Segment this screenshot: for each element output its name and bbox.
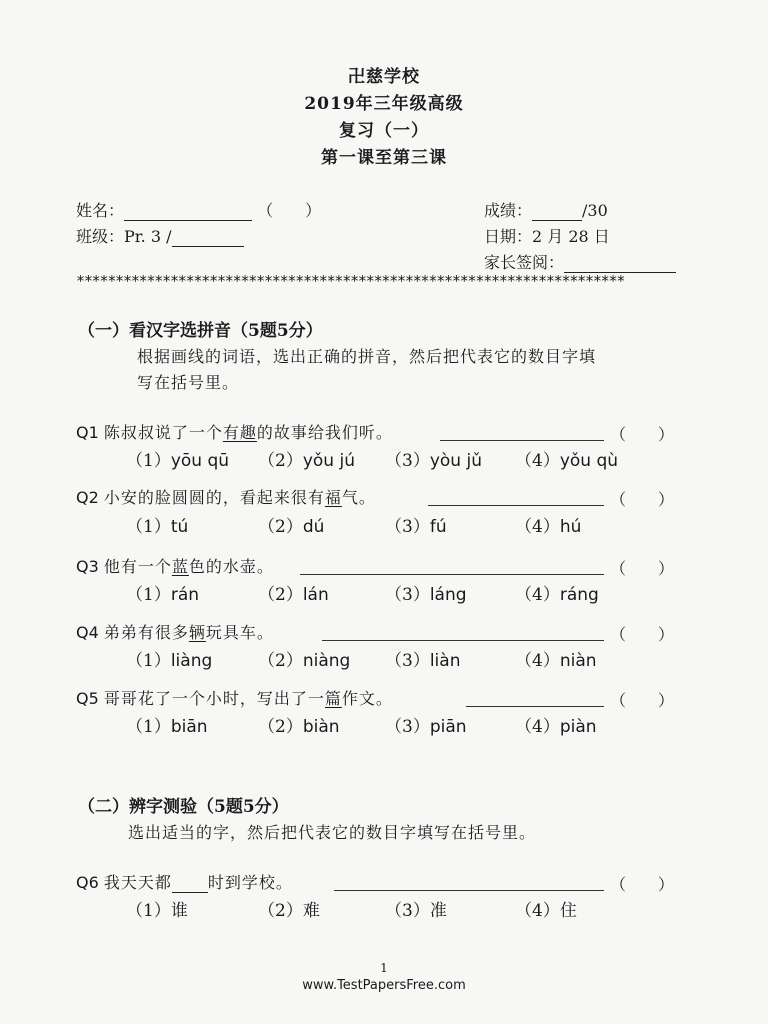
question-text: 他有一个蓝色的水壶。 xyxy=(103,557,274,576)
option-q4-3[interactable]: （3）liàn xyxy=(385,651,461,671)
score-total: /30 xyxy=(582,201,608,220)
parent-sign-label: 家长签阅： xyxy=(484,253,565,272)
question-number: Q6 xyxy=(76,873,99,892)
dash-leader xyxy=(322,640,604,641)
option-q6-4[interactable]: （4）住 xyxy=(515,901,577,921)
answer-box-q2[interactable]: （ ） xyxy=(610,490,675,509)
question-text: 我天天都 时到学校。 xyxy=(103,873,293,892)
option-q3-4[interactable]: （4）ráng xyxy=(515,585,599,605)
option-q4-2[interactable]: （2）niàng xyxy=(258,651,351,671)
option-q1-1[interactable]: （1）yōu qū xyxy=(126,451,230,471)
option-q3-3[interactable]: （3）láng xyxy=(385,585,467,605)
answer-box-q3[interactable]: （ ） xyxy=(610,559,675,578)
paper-title: 复习（一） xyxy=(339,121,429,141)
dash-leader xyxy=(466,706,604,707)
option-q1-3[interactable]: （3）yòu jǔ xyxy=(385,451,482,471)
option-q3-2[interactable]: （2）lán xyxy=(258,585,329,605)
option-q6-3[interactable]: （3）准 xyxy=(385,901,447,921)
date-row: 日期：2 月 28 日 xyxy=(484,227,610,246)
question-number: Q2 xyxy=(76,488,99,507)
parent-sign-row xyxy=(484,250,676,273)
underlined-word: 有趣 xyxy=(222,423,257,442)
question-5 xyxy=(76,686,393,709)
question-3 xyxy=(76,554,274,577)
question-text: 陈叔叔说了一个有趣的故事给我们听。 xyxy=(103,423,393,442)
option-q2-2[interactable]: （2）dú xyxy=(258,517,325,537)
question-2 xyxy=(76,485,376,508)
option-q2-1[interactable]: （1）tú xyxy=(126,517,189,537)
dash-leader xyxy=(300,574,604,575)
page-number: 1 xyxy=(380,961,388,975)
option-q6-1[interactable]: （1）谁 xyxy=(126,901,188,921)
option-q5-3[interactable]: （3）piān xyxy=(385,717,467,737)
option-q5-2[interactable]: （2）biàn xyxy=(258,717,340,737)
score-label: 成绩： xyxy=(484,201,533,220)
answer-box-q6[interactable]: （ ） xyxy=(610,875,675,894)
option-q5-1[interactable]: （1）biān xyxy=(126,717,208,737)
class-field-row xyxy=(76,224,244,247)
option-q5-4[interactable]: （4）piàn xyxy=(515,717,597,737)
question-text: 哥哥花了一个小时，写出了一篇作文。 xyxy=(103,689,393,708)
question-number: Q3 xyxy=(76,557,99,576)
answer-box-q1[interactable]: （ ） xyxy=(610,425,675,444)
name-field-row xyxy=(76,198,321,221)
section2-instruction: 选出适当的字，然后把代表它的数目字填写在括号里。 xyxy=(128,823,537,842)
lesson-range: 第一课至第三课 xyxy=(321,148,447,168)
year-level: 2019年三年级高级 xyxy=(304,94,464,114)
index-paren: （ ） xyxy=(257,201,322,220)
answer-box-q4[interactable]: （ ） xyxy=(610,625,675,644)
dash-leader xyxy=(428,505,604,506)
option-q2-4[interactable]: （4）hú xyxy=(515,517,582,537)
question-text: 弟弟有很多辆玩具车。 xyxy=(103,623,274,642)
underlined-word: 辆 xyxy=(188,623,206,642)
class-blank[interactable] xyxy=(172,246,244,247)
underlined-word: 福 xyxy=(324,488,342,507)
option-q6-2[interactable]: （2）难 xyxy=(258,901,320,921)
section1-instruction-line1: 根据画线的词语，选出正确的拼音，然后把代表它的数目字填 xyxy=(137,347,597,366)
star-divider: ********************************************************************** xyxy=(76,272,625,290)
fill-blank[interactable] xyxy=(172,892,208,893)
question-1 xyxy=(76,420,393,443)
dash-leader xyxy=(334,890,604,891)
question-4 xyxy=(76,620,274,643)
name-blank[interactable] xyxy=(124,220,252,221)
question-number: Q5 xyxy=(76,689,99,708)
class-label: 班级：Pr. 3 / xyxy=(76,227,172,246)
score-field-row xyxy=(484,198,608,221)
section1-instruction-line2: 写在括号里。 xyxy=(137,373,240,392)
dash-leader xyxy=(440,440,604,441)
underlined-word: 篇 xyxy=(324,689,342,708)
question-text: 小安的脸圆圆的，看起来很有福气。 xyxy=(103,488,376,507)
question-number: Q4 xyxy=(76,623,99,642)
option-q4-1[interactable]: （1）liàng xyxy=(126,651,213,671)
question-6 xyxy=(76,870,293,893)
question-number: Q1 xyxy=(76,423,99,442)
name-label: 姓名： xyxy=(76,201,125,220)
option-q2-3[interactable]: （3）fú xyxy=(385,517,447,537)
answer-box-q5[interactable]: （ ） xyxy=(610,691,675,710)
option-q3-1[interactable]: （1）rán xyxy=(126,585,200,605)
section1-title: （一）看汉字选拼音（5题5分） xyxy=(78,321,323,341)
option-q1-2[interactable]: （2）yǒu jú xyxy=(258,451,355,471)
option-q4-4[interactable]: （4）niàn xyxy=(515,651,597,671)
score-blank[interactable] xyxy=(532,220,582,221)
option-q1-4[interactable]: （4）yǒu qù xyxy=(515,451,619,471)
footer-website: www.TestPapersFree.com xyxy=(302,978,466,993)
section2-title: （二）辨字测验（5题5分） xyxy=(78,797,289,817)
school-name: 卍慈学校 xyxy=(348,67,420,87)
underlined-word: 蓝 xyxy=(171,557,189,576)
